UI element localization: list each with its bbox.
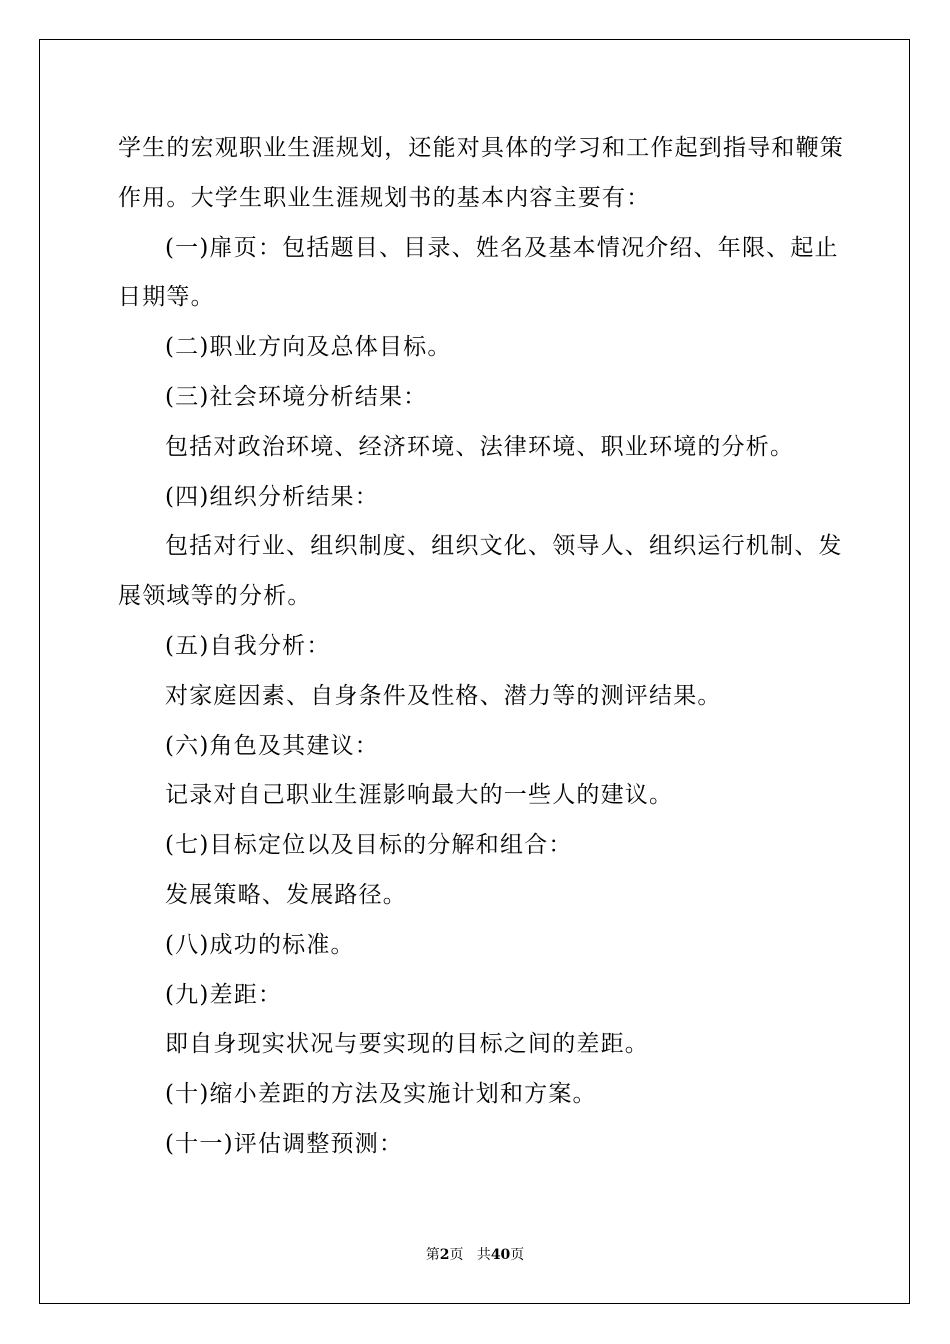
- text-line: 作用。大学生职业生涯规划书的基本内容主要有：: [118, 184, 651, 211]
- document-body: [118, 124, 844, 1170]
- text-line: (六)角色及其建议：: [165, 732, 379, 759]
- text-line: 即自身现实状况与要实现的目标之间的差距。: [165, 1031, 649, 1058]
- text-line: 记录对自己职业生涯影响最大的一些人的建议。: [165, 782, 674, 809]
- page-footer: [0, 1246, 950, 1264]
- text-line: (四)组织分析结果：: [165, 483, 379, 510]
- text-line: 包括对行业、组织制度、组织文化、领导人、组织运行机制、发: [165, 533, 843, 560]
- text-line: (八)成功的标准。: [165, 931, 355, 958]
- text-line: 日期等。: [118, 284, 215, 311]
- footer-total-suffix: 页: [510, 1247, 525, 1263]
- text-line: 学生的宏观职业生涯规划，还能对具体的学习和工作起到指导和鞭策: [118, 135, 844, 161]
- text-line: (三)社会环境分析结果：: [165, 383, 428, 410]
- text-line: (十)缩小差距的方法及实施计划和方案。: [165, 1081, 597, 1108]
- text-line: 包括对政治环境、经济环境、法律环境、职业环境的分析。: [165, 433, 795, 460]
- footer-total-prefix: 共: [476, 1247, 491, 1263]
- text-line: (五)自我分析：: [165, 632, 331, 659]
- text-line: 发展策略、发展路径。: [165, 881, 407, 908]
- footer-page-suffix: 页: [449, 1247, 464, 1263]
- text-line: 展领域等的分析。: [118, 583, 312, 610]
- text-line: (九)差距：: [165, 981, 283, 1008]
- text-line: 对家庭因素、自身条件及性格、潜力等的测评结果。: [165, 682, 722, 709]
- total-page-count: 40: [490, 1247, 511, 1263]
- current-page-number: 2: [439, 1247, 450, 1263]
- text-line: (一)扉页：包括题目、目录、姓名及基本情况介绍、年限、起止: [165, 234, 839, 261]
- text-line: (二)职业方向及总体目标。: [165, 334, 452, 361]
- footer-prefix: 第: [425, 1247, 440, 1263]
- text-line: (七)目标定位以及目标的分解和组合：: [165, 832, 573, 859]
- text-line: (十一)评估调整预测：: [165, 1130, 404, 1157]
